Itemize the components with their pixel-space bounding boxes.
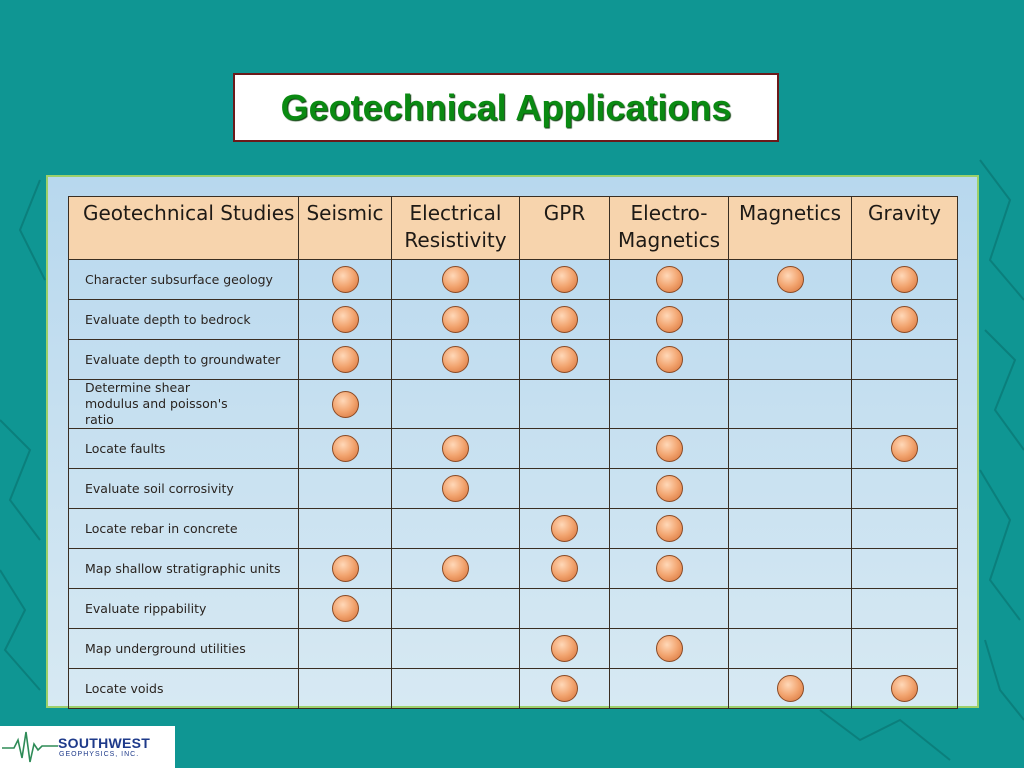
table-row [69,669,958,709]
table-cell [299,300,392,340]
table-cell [729,509,852,549]
table-cell [299,260,392,300]
header-magnetics: Magnetics [729,197,852,260]
header-gpr: GPR [520,197,610,260]
header-electro-magnetics [610,197,729,260]
table-row [69,300,958,340]
table-cell [729,429,852,469]
table-panel [46,175,979,708]
applicable-dot-icon [891,675,918,702]
table-cell [852,669,958,709]
table-cell [729,549,852,589]
table-cell [299,340,392,380]
table-cell [299,549,392,589]
table-cell [852,260,958,300]
table-cell [299,429,392,469]
applications-table [68,196,958,709]
table-cell [520,300,610,340]
applicable-dot-icon [442,475,469,502]
table-cell [852,629,958,669]
table-cell [729,340,852,380]
table-cell [852,300,958,340]
table-cell [610,300,729,340]
table-cell [392,629,520,669]
row-label: Character subsurface geology [69,260,299,300]
applicable-dot-icon [332,555,359,582]
applicable-dot-icon [442,306,469,333]
table-cell [610,469,729,509]
row-label: Locate rebar in concrete [69,509,299,549]
row-label: Evaluate depth to bedrock [69,300,299,340]
applicable-dot-icon [551,266,578,293]
table-cell [392,340,520,380]
applicable-dot-icon [656,475,683,502]
table-cell [299,669,392,709]
row-label: Locate faults [69,429,299,469]
applicable-dot-icon [332,266,359,293]
table-cell [852,509,958,549]
table-cell [852,589,958,629]
table-cell [299,629,392,669]
table-cell [520,260,610,300]
row-label: Map shallow stratigraphic units [69,549,299,589]
table-cell [610,429,729,469]
row-label: Evaluate depth to groundwater [69,340,299,380]
table-row [69,589,958,629]
applicable-dot-icon [777,675,804,702]
row-label: Evaluate soil corrosivity [69,469,299,509]
applicable-dot-icon [891,306,918,333]
table-cell [852,429,958,469]
applicable-dot-icon [891,435,918,462]
table-row [69,429,958,469]
header-em-line2: Magnetics [617,228,720,252]
table-cell [610,260,729,300]
table-cell [520,380,610,429]
applicable-dot-icon [551,306,578,333]
table-cell [299,380,392,429]
header-em-line1: Electro- [630,201,708,225]
table-row [69,260,958,300]
table-cell [392,589,520,629]
title-box [233,73,779,142]
row-label: Evaluate rippability [69,589,299,629]
applicable-dot-icon [656,346,683,373]
header-electrical-line2: Resistivity [404,228,507,252]
table-cell [610,509,729,549]
applicable-dot-icon [332,306,359,333]
table-cell [852,380,958,429]
table-cell [852,469,958,509]
applicable-dot-icon [777,266,804,293]
applicable-dot-icon [656,266,683,293]
table-cell [729,589,852,629]
header-electrical-resistivity [392,197,520,260]
table-cell [299,509,392,549]
applicable-dot-icon [332,595,359,622]
header-seismic: Seismic [299,197,392,260]
applicable-dot-icon [332,346,359,373]
table-cell [729,260,852,300]
table-row [69,509,958,549]
table-cell [299,589,392,629]
company-logo [0,726,175,768]
table-row [69,340,958,380]
table-cell [610,669,729,709]
table-cell [392,469,520,509]
table-cell [729,469,852,509]
table-cell [392,549,520,589]
table-cell [520,589,610,629]
table-cell [520,669,610,709]
table-row [69,629,958,669]
table-cell [299,469,392,509]
table-body [69,260,958,709]
table-cell [610,629,729,669]
applicable-dot-icon [656,515,683,542]
applicable-dot-icon [332,391,359,418]
table-cell [729,380,852,429]
table-cell [610,589,729,629]
table-cell [392,509,520,549]
table-cell [610,340,729,380]
table-cell [729,629,852,669]
slide-title: Geotechnical Applications [280,86,732,128]
table-cell [610,549,729,589]
applicable-dot-icon [551,675,578,702]
table-cell [852,340,958,380]
logo-name: SOUTHWEST [58,735,151,751]
table-cell [392,300,520,340]
table-cell [392,429,520,469]
table-row [69,469,958,509]
applicable-dot-icon [442,435,469,462]
applicable-dot-icon [442,555,469,582]
applicable-dot-icon [551,555,578,582]
applicable-dot-icon [656,435,683,462]
header-row [69,197,958,260]
applicable-dot-icon [656,635,683,662]
table-cell [729,300,852,340]
table-cell [520,340,610,380]
applicable-dot-icon [656,555,683,582]
row-label: Determine shear modulus and poisson's ratio [69,380,299,429]
row-label: Locate voids [69,669,299,709]
seismograph-icon [0,726,60,768]
header-electrical-line1: Electrical [409,201,502,225]
header-studies: Geotechnical Studies [69,197,299,260]
applicable-dot-icon [656,306,683,333]
table-row [69,549,958,589]
applicable-dot-icon [551,346,578,373]
table-cell [520,469,610,509]
applicable-dot-icon [442,266,469,293]
table-row [69,380,958,429]
table-cell [729,669,852,709]
applicable-dot-icon [891,266,918,293]
header-gravity: Gravity [852,197,958,260]
table-cell [610,380,729,429]
table-cell [392,380,520,429]
table-cell [392,260,520,300]
applicable-dot-icon [442,346,469,373]
row-label: Map underground utilities [69,629,299,669]
logo-subtitle: GEOPHYSICS, INC. [59,751,140,758]
applicable-dot-icon [332,435,359,462]
table-cell [852,549,958,589]
table-cell [520,429,610,469]
table-cell [520,549,610,589]
table-cell [520,629,610,669]
table-cell [520,509,610,549]
applicable-dot-icon [551,515,578,542]
applicable-dot-icon [551,635,578,662]
table-cell [392,669,520,709]
